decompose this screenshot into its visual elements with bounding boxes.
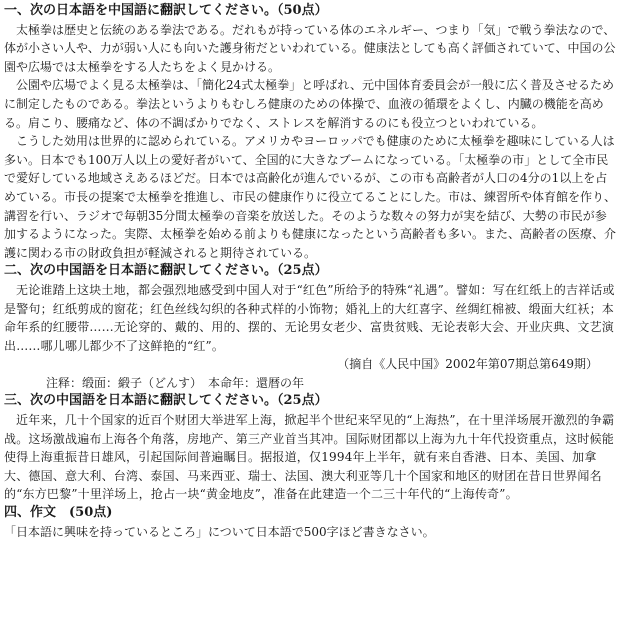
section-1 xyxy=(4,2,618,262)
section-3 xyxy=(4,392,618,504)
section-1-paragraph-3: こうした効用は世界的に認められている。アメリカやヨーロッパでも健康のために太極拳を趣味にしている人は多い。日本でも100万人以上の愛好者がいて、全国的に大きなブームになっている。「太極拳の市」として全市民で愛好している地域さえあるほどだ。日本では高齢化が進んでいるが、この市も高齢者が人口の4分の1以上を占めている。市長の提案で太極拳を推進し、市民の健康作りに役立てることにした。市は、練習所や体育館を作り、講習を行い、ラジオで毎朝35分間太極拳の音楽を放送した。そのような数々の努力が実を結び、大勢の市民が参加するようになった。実際、太極拳を始める前よりも健康になったという高齢者も多い。また、高齢者の医療、介護に関わる市の財政負担が軽減されると期待されている。 xyxy=(4,134,617,260)
section-3-paragraph-1: 近年来，几十个国家的近百个财团大举进军上海，掀起半个世纪来罕见的“上海热”，在十里洋场展开激烈的争霸战。这场激战遍布上海各个角落，房地产、第三产业首当其冲。国际财团都以上海为九十年代投资重点，这时候能使得上海重振昔日雄风，引起国际间普遍瞩目。据报道，仅1994年上半年，就有来自香港、日本、美国、加拿大、德国、意大利、台湾、泰国、马来西亚、瑞士、法国、澳大利亚等几十个国家和地区的财团在昔日世界闻名的“东方巴黎”十里洋场上，抢占一块“黄金地皮”，准备在此建造一个二三十年代的“上海传奇”。 xyxy=(4,413,615,502)
section-2-paragraph-1: 无论谁踏上这块土地，都会强烈地感受到中国人对于“红色”所给予的特殊“礼遇”。譬如：写在红纸上的吉祥话或是警句；红纸剪成的窗花；红色丝线勾织的各种式样的小饰物；婚礼上的大红喜字、丝绸红棉被、缎面大红袄；本命年系的红腰带……无论穿的、戴的、用的、摆的、无论男女老少、富贵贫贱、无论表彰大会、开业庆典、文艺演出……哪儿哪儿都少不了这鲜艳的“红”。 xyxy=(4,282,615,353)
section-4-title: 四、作文 (50点) xyxy=(4,505,113,521)
section-4-prompt: 「日本語に興味を持っているところ」について日本語で500字ほど書きなさい。 xyxy=(4,524,435,539)
section-2-title: 二、次の中国語を日本語に翻訳してください。（25点） xyxy=(4,263,328,279)
section-1-title: 一、次の日本語を中国語に翻訳してください。（50点） xyxy=(4,3,328,18)
section-4 xyxy=(4,504,618,541)
section-3-title: 三、次の中国語を日本語に翻訳してください。（25点） xyxy=(4,393,328,409)
section-2-source: （摘自《人民中国》2002年第07期总第649期） xyxy=(337,357,598,372)
section-2-note: 注释：缎面：緞子（どんす） 本命年：還暦の年 xyxy=(46,375,305,390)
section-1-paragraph-2: 公園や広場でよく見る太極拳は、「簡化24式太極拳」と呼ばれ、元中国体育委員会が一般に広く普及させるために制定したものである。拳法というよりもむしろ健康のための体操で、血液の循環をよくし、内臓の機能を高める。肩こり、腰痛など、体の不調ばかりでなく、ストレスを解消するのにも役立つといわれている。 xyxy=(4,78,614,130)
section-1-paragraph-1: 太極拳は歴史と伝統のある拳法である。だれもが持っている体のエネルギー、つまり「気」で戦う拳法なので、体が小さい人や、力が弱い人にも向いた護身術だといわれている。健康法としても高く評価されていて、中国の公園や広場では太極拳をする人たちをよく見かける。 xyxy=(4,22,616,74)
section-2 xyxy=(4,262,618,392)
